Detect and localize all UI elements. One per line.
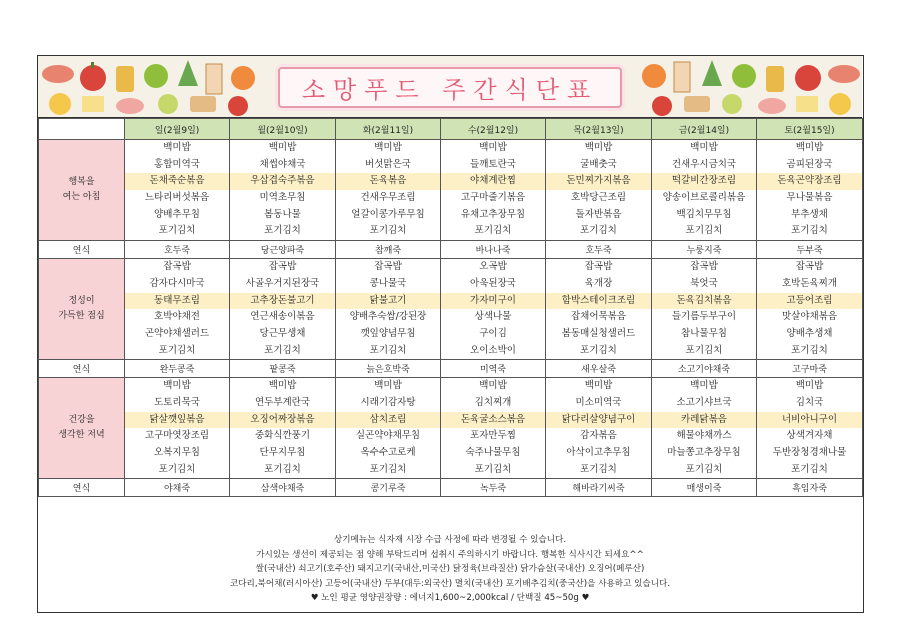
menu-item: 곰피된장국 (786, 158, 833, 170)
menu-item: 숙주나물무침 (465, 447, 521, 458)
menu-item: 잡곡밥 (374, 261, 402, 273)
menu-item: 오이소박이 (470, 344, 516, 356)
day-header: 금(2월14일) (652, 119, 757, 140)
meal-label-line: 건강을 (68, 415, 95, 426)
menu-item: 백미밥 (268, 142, 297, 153)
notes (38, 527, 862, 611)
menu-item: 포기김치 (791, 344, 828, 356)
menu-cell (546, 259, 652, 360)
menu-item: 포기김치 (264, 225, 301, 237)
menu-cell (125, 140, 230, 241)
snack-cell: 당근양파죽 (230, 241, 336, 259)
menu-item: 고구마줄기볶음 (460, 192, 526, 204)
menu-item: 양배추무침 (154, 208, 200, 220)
meal-row (39, 378, 863, 479)
menu-item: 포기김치 (791, 225, 828, 237)
menu-cell (336, 140, 441, 241)
meal-row (39, 259, 863, 360)
menu-item: 연근새송이볶음 (250, 311, 315, 323)
menu-item: 단무지무침 (259, 447, 306, 458)
menu-cell (757, 259, 863, 360)
main-dish-item: 오징어짜장볶음 (230, 412, 335, 429)
menu-item: 백김치무무침 (676, 208, 732, 220)
menu-item: 포기김치 (264, 463, 301, 475)
menu-cell (546, 140, 652, 241)
menu-item: 고구마엿장조림 (144, 430, 210, 442)
menu-cell (230, 259, 336, 360)
menu-item: 봄동나물 (264, 208, 301, 220)
main-dish-item: 돈채죽순볶음 (125, 173, 229, 190)
day-header: 일(2월9일) (125, 119, 230, 140)
meal-label (39, 378, 125, 479)
meal-label (39, 259, 125, 360)
menu-item: 백미밥 (690, 380, 718, 392)
day-header-row (39, 119, 863, 140)
meal-label-line: 행복을 (68, 177, 95, 188)
menu-item: 봄동매실청샐러드 (561, 327, 636, 339)
menu-item: 포기김치 (158, 344, 196, 356)
main-dish-item: 우삽겹숙주볶음 (230, 173, 335, 190)
snack-cell: 삼색야채죽 (230, 479, 336, 497)
menu-item: 백미밥 (584, 380, 613, 392)
snack-cell: 해바라기씨죽 (546, 479, 652, 497)
day-header: 월(2월10일) (230, 119, 336, 140)
menu-item: 백미밥 (163, 142, 191, 153)
snack-cell: 늙은호박죽 (336, 360, 441, 378)
menu-item: 아욱된장국 (470, 277, 516, 289)
main-dish-item: 고등어조림 (757, 293, 862, 310)
menu-item: 잡곡밥 (163, 261, 191, 273)
menu-item: 잡곡밥 (584, 261, 613, 273)
snack-cell: 완두콩죽 (125, 360, 230, 378)
menu-item: 백미밥 (795, 142, 824, 153)
menu-item: 양배추생채 (786, 327, 833, 339)
note-line: 코다리,북어채(러시아산) 고등어(국내산) 두부(대두:외국산) 멸치(국내산) 포기배추김치(중국산)을 사용하고 있습니다. (229, 578, 671, 589)
main-dish-item: 닭살깻잎볶음 (125, 412, 229, 429)
main-dish-item: 함박스테이크조림 (546, 293, 651, 310)
menu-item: 깻잎양념무침 (360, 327, 416, 339)
menu-item: 곤약야채샐러드 (144, 327, 210, 339)
menu-item: 돌자반볶음 (575, 208, 622, 220)
menu-item: 건새우무조림 (360, 192, 416, 204)
menu-item: 잡곡밥 (795, 261, 824, 273)
menu-item: 미소미역국 (575, 396, 622, 408)
menu-cell (336, 259, 441, 360)
main-dish-item: 삼치조림 (336, 412, 440, 429)
main-dish-item: 동태무조림 (125, 293, 229, 310)
snack-row (39, 479, 863, 497)
snack-label: 연식 (39, 479, 125, 497)
main-dish-item: 가자미구이 (441, 293, 545, 310)
menu-item: 얼갈이콩가루무침 (351, 208, 425, 220)
snack-label: 연식 (39, 360, 125, 378)
menu-item: 포기김치 (791, 463, 828, 475)
menu-item: 맛살야채볶음 (781, 311, 838, 323)
weekly-menu-table (38, 118, 863, 497)
menu-item: 양송이브로콜리볶음 (662, 192, 746, 204)
main-dish-item: 카레닭볶음 (652, 412, 756, 429)
main-dish-item: 닭불고기 (336, 293, 440, 310)
snack-cell: 녹두죽 (441, 479, 546, 497)
main-dish-item: 닭다리살양념구이 (546, 412, 651, 429)
menu-item: 잡곡밥 (690, 261, 718, 273)
menu-cell (546, 378, 652, 479)
menu-item: 감자볶음 (580, 430, 617, 442)
menu-item: 포기김치 (685, 463, 723, 475)
snack-row (39, 241, 863, 259)
menu-item: 실곤약야채무침 (355, 430, 421, 442)
day-header: 목(2월13일) (546, 119, 652, 140)
menu-item: 호박돈육찌개 (781, 277, 838, 289)
menu-cell (652, 378, 757, 479)
menu-item: 부추생채 (791, 208, 828, 220)
menu-item: 유채고추장무침 (460, 208, 526, 220)
main-dish-item: 돈육곤약장조림 (757, 173, 862, 190)
menu-cell (230, 378, 336, 479)
menu-item: 백미밥 (374, 380, 402, 392)
menu-item: 포기김치 (369, 225, 407, 237)
snack-cell: 두부죽 (757, 241, 863, 259)
menu-item: 백미밥 (690, 142, 718, 153)
menu-item: 백미밥 (268, 380, 297, 392)
title-box (278, 67, 622, 108)
note-line: 가시있는 생선이 제공되는 점 양해 부탁드리며 섭취시 주의하시기 바랍니다. 행복한 식사시간 되세요^^ (256, 549, 644, 560)
menu-cell (336, 378, 441, 479)
menu-cell (441, 140, 546, 241)
menu-sheet (37, 55, 864, 613)
menu-item: 오복지무침 (154, 447, 200, 458)
menu-item: 백미밥 (584, 142, 613, 153)
snack-cell: 팥콩죽 (230, 360, 336, 378)
day-header: 수(2월12일) (441, 119, 546, 140)
snack-cell: 콩기루죽 (336, 479, 441, 497)
menu-item: 포자만두찜 (470, 430, 516, 442)
snack-cell: 고구마죽 (757, 360, 863, 378)
menu-item: 홍합미역국 (154, 158, 200, 170)
menu-item: 양배추숙쌈/강된장 (349, 311, 427, 323)
menu-item: 잡곡밥 (268, 261, 297, 273)
menu-item: 포기김치 (474, 225, 512, 237)
menu-cell (757, 140, 863, 241)
food-illustration-right (632, 56, 862, 118)
snack-cell: 매생이죽 (652, 479, 757, 497)
menu-item: 두반장청경채나물 (772, 447, 847, 458)
menu-item: 채썹야채국 (259, 158, 306, 170)
meal-label (39, 140, 125, 241)
snack-cell: 호두죽 (546, 241, 652, 259)
menu-item: 백미밥 (479, 142, 507, 153)
menu-item: 마늘쫑고추장무침 (667, 447, 741, 458)
menu-item: 포기김치 (580, 225, 617, 237)
meal-label-line: 여는 아침 (62, 192, 101, 203)
snack-cell: 참깨죽 (336, 241, 441, 259)
food-illustration-left (38, 56, 268, 118)
menu-cell (441, 259, 546, 360)
menu-item: 포기김치 (369, 344, 407, 356)
snack-cell: 누룽지죽 (652, 241, 757, 259)
menu-item: 중화식깐풍기 (254, 430, 311, 442)
menu-item: 연두부계란국 (254, 396, 311, 408)
menu-item: 백미밥 (479, 380, 507, 392)
snack-cell: 호두죽 (125, 241, 230, 259)
menu-cell (652, 140, 757, 241)
meal-row (39, 140, 863, 241)
note-line: 쌀(국내산) 쇠고기(호주산) 돼지고기(국내산,미국산) 닭정육(브라질산) 닭가슴살(국내산) 오징어(페루산) (255, 564, 645, 574)
menu-item: 북엇국 (690, 277, 718, 289)
menu-item: 백미밥 (795, 380, 824, 392)
menu-item: 시래기감자탕 (360, 396, 416, 408)
snack-cell: 소고기야채죽 (652, 360, 757, 378)
meal-label-line: 생각한 저녁 (58, 430, 105, 441)
main-dish-item: 너비아니구이 (757, 412, 862, 429)
menu-item: 도토리묵국 (154, 396, 200, 408)
menu-cell (125, 259, 230, 360)
menu-item: 들기름두부구이 (671, 311, 737, 323)
menu-item: 오곡밥 (479, 261, 507, 273)
menu-item: 감자다시마국 (149, 277, 205, 289)
page-title: 소망푸드 주간식단표 (301, 76, 599, 104)
menu-item: 참나물무침 (681, 327, 727, 339)
menu-item: 옥수수고로케 (360, 447, 416, 458)
menu-cell (125, 378, 230, 479)
day-header: 화(2월11일) (336, 119, 441, 140)
meal-label-line: 정성이 (68, 296, 95, 307)
menu-item: 당근무생채 (259, 327, 306, 339)
menu-item: 육개장 (584, 277, 613, 289)
menu-item: 콩나물국 (369, 277, 407, 289)
menu-item: 포기김치 (580, 463, 617, 475)
corner-cell (39, 119, 125, 140)
menu-item: 포기김치 (685, 225, 723, 237)
menu-item: 잡채어묵볶음 (570, 311, 627, 323)
snack-cell: 미역죽 (441, 360, 546, 378)
menu-item: 미역초무침 (259, 192, 306, 204)
main-dish-item: 떡갈비간장조림 (652, 173, 756, 190)
menu-cell (757, 378, 863, 479)
meal-label-line: 가득한 점심 (58, 311, 105, 322)
menu-item: 포기김치 (474, 463, 512, 475)
main-dish-item: 돈육김치볶음 (652, 293, 756, 310)
menu-item: 포기김치 (685, 344, 723, 356)
menu-item: 들깨토란국 (470, 158, 516, 170)
menu-item: 포기김치 (264, 344, 301, 356)
menu-item: 버섯맑은국 (365, 158, 411, 170)
snack-cell: 새우살죽 (546, 360, 652, 378)
menu-item: 호박야채전 (154, 311, 200, 323)
note-line: 상기메뉴는 식자재 시장 수급 사정에 따라 변경될 수 있습니다. (333, 535, 567, 545)
menu-item: 소고기샤브국 (676, 396, 732, 408)
menu-item: 느타리버섯볶음 (144, 192, 210, 204)
snack-cell: 바나나죽 (441, 241, 546, 259)
menu-item: 해물야채까스 (676, 430, 732, 442)
menu-item: 백미밥 (374, 142, 402, 153)
main-dish-item: 고추장돈불고기 (230, 293, 335, 310)
snack-cell: 흑임자죽 (757, 479, 863, 497)
menu-item: 사골우거지된장국 (245, 277, 320, 289)
banner (38, 56, 862, 118)
menu-cell (652, 259, 757, 360)
menu-item: 건새우시금치국 (671, 158, 737, 170)
menu-item: 상색겨자채 (786, 430, 833, 442)
menu-item: 김치찌개 (474, 396, 512, 408)
snack-cell: 야채죽 (125, 479, 230, 497)
menu-item: 백미밥 (163, 380, 191, 392)
menu-item: 포기김치 (158, 463, 196, 475)
snack-label: 연식 (39, 241, 125, 259)
menu-item: 상색나물 (474, 311, 512, 323)
main-dish-item: 야채계란찜 (441, 173, 545, 190)
menu-item: 굴배춧국 (580, 158, 617, 170)
main-dish-item: 돈육굴소스볶음 (441, 412, 545, 429)
menu-item: 구이김 (479, 327, 507, 339)
menu-item: 포기김치 (580, 344, 617, 356)
day-header: 토(2월15일) (757, 119, 863, 140)
menu-item: 무나물볶음 (786, 192, 833, 204)
snack-row (39, 360, 863, 378)
menu-item: 아삭이고추무침 (566, 447, 631, 458)
menu-cell (230, 140, 336, 241)
menu-item: 포기김치 (158, 225, 196, 237)
menu-item: 김치국 (795, 396, 824, 408)
menu-cell (441, 378, 546, 479)
menu-item: 포기김치 (369, 463, 407, 475)
nutrition-line: ♥ 노인 평균 영양권장량 : 에너지1,600~2,000kcal / 단백질 45~50g ♥ (310, 593, 590, 603)
main-dish-item: 돈육볶음 (336, 173, 440, 190)
main-dish-item: 돈민찌가지볶음 (546, 173, 651, 190)
menu-item: 호박당근조림 (570, 192, 627, 204)
